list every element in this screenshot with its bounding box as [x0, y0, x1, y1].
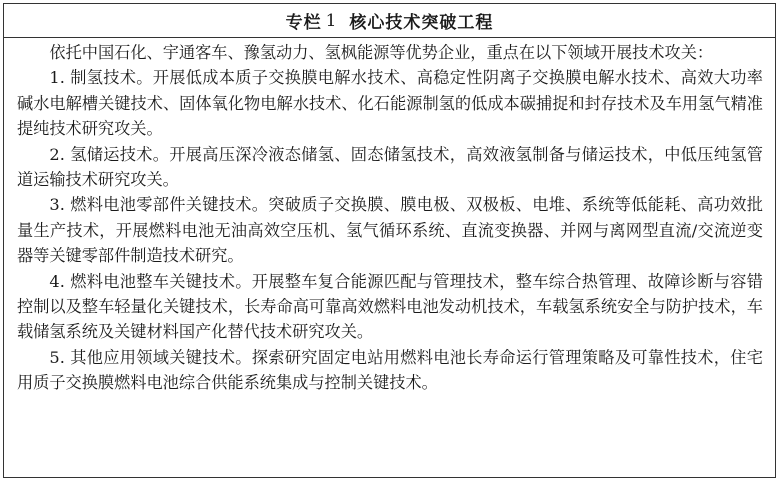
- item-other-applications: 5. 其他应用领域关键技术。探索研究固定电站用燃料电池长寿命运行管理策略及可靠性技术，住宅用质子交换膜燃料电池综合供能系统集成与控制关键技术。: [17, 347, 763, 393]
- item-fuel-cell-vehicle: 4. 燃料电池整车关键技术。开展整车复合能源匹配与管理技术，整车综合热管理、故障诊断与容错控制以及整车轻量化关键技术，长寿命高可靠高效燃料电池发动机技术，车载氢系统安全与防护技术，车载储氢系统及关键材料国产化替代技术研究攻关。: [17, 271, 763, 342]
- item-hydrogen-storage: 2. 氢储运技术。开展高压深冷液态储氢、固态储氢技术，高效液氢制备与储运技术，中低压纯氢管道运输技术研究攻关。: [17, 144, 763, 190]
- column-label: 专栏: [285, 13, 322, 33]
- column-box: [3, 3, 776, 478]
- item-hydrogen-production: 1. 制氢技术。开展低成本质子交换膜电解水技术、高稳定性阴离子交换膜电解水技术、高效大功率碱水电解槽关键技术、固体氧化物电解水技术、化石能源制氢的低成本碳捕捉和封存技术及车用氢气精准提纯技术研究攻关。: [17, 68, 763, 139]
- column-body: [4, 38, 775, 396]
- column-title: 核心技术突破工程: [349, 13, 494, 33]
- column-header: [4, 4, 775, 38]
- column-number: 1: [325, 10, 338, 31]
- intro-paragraph: 依托中国石化、宇通客车、豫氢动力、氢枫能源等优势企业，重点在以下领域开展技术攻关：: [49, 43, 714, 62]
- item-fuel-cell-components: 3. 燃料电池零部件关键技术。突破质子交换膜、膜电极、双极板、电堆、系统等低能耗、高功效批量生产技术，开展燃料电池无油高效空压机、氢气循环系统、直流变换器、并网与离网型直流/交流逆变器等关键零部件制造技术研究。: [17, 195, 763, 266]
